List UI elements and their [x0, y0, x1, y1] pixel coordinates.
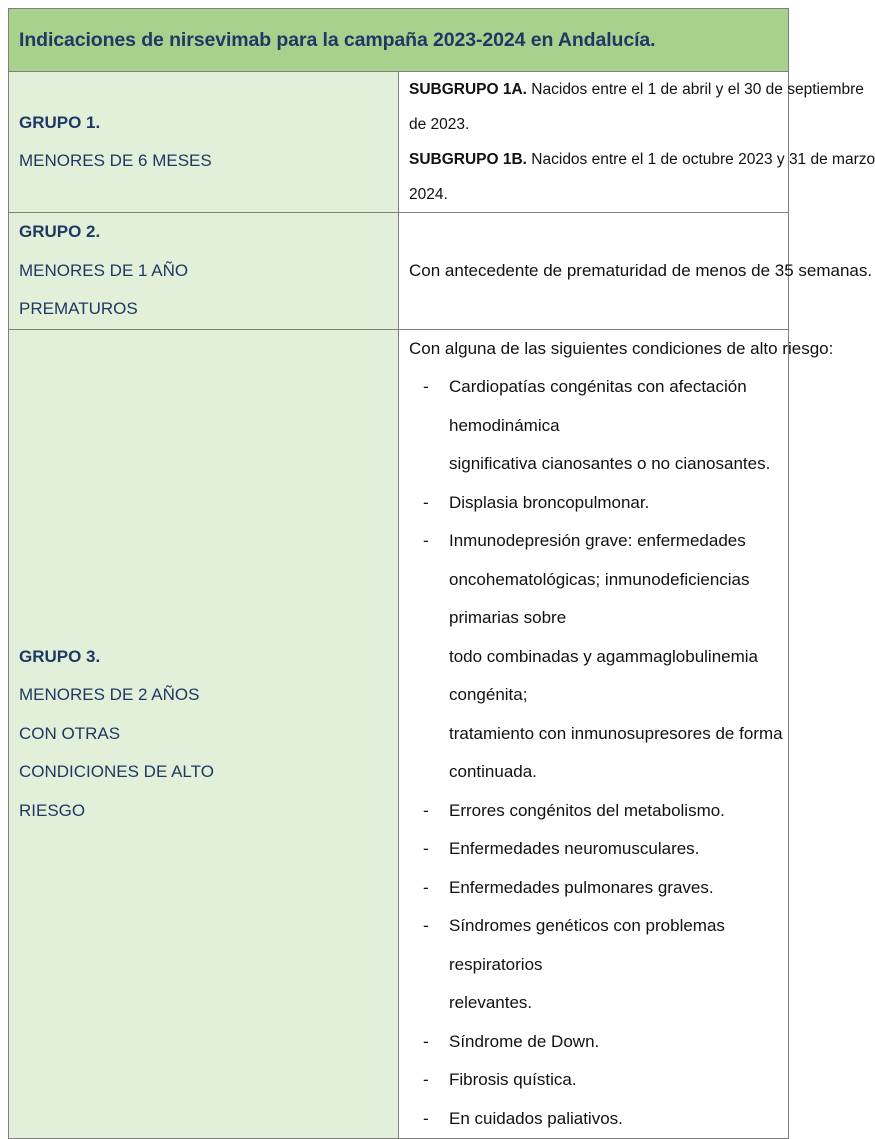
dash-bullet: - [423, 377, 429, 396]
group-2-label-cell [9, 213, 399, 330]
subgroup-1b-text: Nacidos entre el 1 de octubre 2023 y 31 de marzo [527, 151, 875, 168]
title-cell [9, 9, 789, 72]
group-3-subtitle-line: CON OTRAS [19, 723, 121, 743]
group-3-subtitle-line: RIESGO [19, 800, 86, 820]
group-2-subtitle-line: PREMATUROS [19, 299, 138, 318]
group-1-subtitle: MENORES DE 6 MESES [19, 151, 212, 170]
dash-bullet: - [423, 1031, 429, 1051]
group-3-heading: GRUPO 3. [19, 646, 101, 666]
condition-text: Enfermedades neuromusculares. [449, 839, 700, 858]
dash-bullet: - [423, 877, 429, 897]
subgroup-1a-text: Nacidos entre el 1 de abril y el 30 de septiembre [527, 81, 864, 98]
condition-text: Fibrosis quística. [449, 1070, 577, 1089]
subgroup-1b-label: SUBGRUPO 1B. [409, 151, 527, 168]
group-3-content-cell [399, 329, 834, 1139]
condition-text: tratamiento con inmunosupresores de forma [449, 723, 783, 743]
condition-text: Errores congénitos del metabolismo. [449, 800, 725, 820]
condition-item [409, 1023, 788, 1062]
condition-item [409, 792, 788, 831]
table-title: Indicaciones de nirsevimab para la campaña 2023-2024 en Andalucía. [19, 29, 656, 51]
group-3-intro: Con alguna de las siguientes condiciones de alto riesgo: [409, 338, 834, 358]
group-1-row [9, 72, 789, 213]
dash-bullet: - [423, 531, 429, 550]
group-3-subtitle-line: CONDICIONES DE ALTO [19, 762, 214, 781]
title-row [9, 9, 789, 72]
group-2-description: Con antecedente de prematuridad de menos de 35 semanas. [409, 260, 873, 280]
condition-item [409, 1061, 788, 1100]
condition-item [409, 1100, 788, 1139]
dash-bullet: - [423, 839, 429, 858]
condition-text: todo combinadas y agammaglobulinemia congénita; [449, 646, 759, 704]
condition-text: Displasia broncopulmonar. [449, 492, 650, 512]
condition-text: significativa cianosantes o no cianosantes. [449, 454, 771, 473]
group-3-subtitle-line: MENORES DE 2 AÑOS [19, 685, 200, 704]
group-2-content-cell [399, 213, 873, 330]
condition-list [409, 368, 788, 1138]
subgroup-1a-label: SUBGRUPO 1A. [409, 81, 527, 98]
group-2-subtitle-line: MENORES DE 1 AÑO [19, 260, 189, 280]
dash-bullet: - [423, 492, 429, 512]
subgroup-1a-line [409, 72, 864, 107]
condition-item [409, 522, 788, 792]
condition-text: relevantes. [449, 993, 533, 1012]
condition-text: Síndromes genéticos con problemas respiratorios [449, 916, 725, 974]
condition-item [409, 869, 788, 908]
dash-bullet: - [423, 1108, 429, 1128]
dash-bullet: - [423, 1070, 429, 1089]
group-3-label-cell [9, 329, 399, 1139]
condition-item [409, 368, 788, 484]
condition-text: oncohematológicas; inmunodeficiencias primarias sobre [449, 569, 750, 627]
subgroup-1b-text-cont: 2024. [409, 186, 448, 203]
dash-bullet: - [423, 800, 429, 820]
condition-text: Enfermedades pulmonares graves. [449, 877, 714, 897]
condition-text: Inmunodepresión grave: enfermedades [449, 531, 746, 550]
group-2-heading: GRUPO 2. [19, 222, 101, 241]
group-1-heading: GRUPO 1. [19, 112, 101, 132]
indications-table [8, 8, 875, 1139]
dash-bullet: - [423, 916, 429, 935]
condition-item [409, 907, 788, 1023]
group-1-content-cell [399, 72, 875, 213]
condition-text: continuada. [449, 762, 537, 781]
subgroup-1b-line [409, 142, 875, 177]
condition-item [409, 830, 788, 869]
condition-text: Cardiopatías congénitas con afectación hemodinámica [449, 377, 747, 435]
condition-text: En cuidados paliativos. [449, 1108, 623, 1128]
group-3-row [9, 329, 789, 1139]
group-1-label-cell [9, 72, 399, 213]
group-2-row [9, 213, 789, 330]
condition-text: Síndrome de Down. [449, 1031, 600, 1051]
subgroup-1a-text-cont: de 2023. [409, 116, 470, 133]
condition-item [409, 484, 788, 523]
